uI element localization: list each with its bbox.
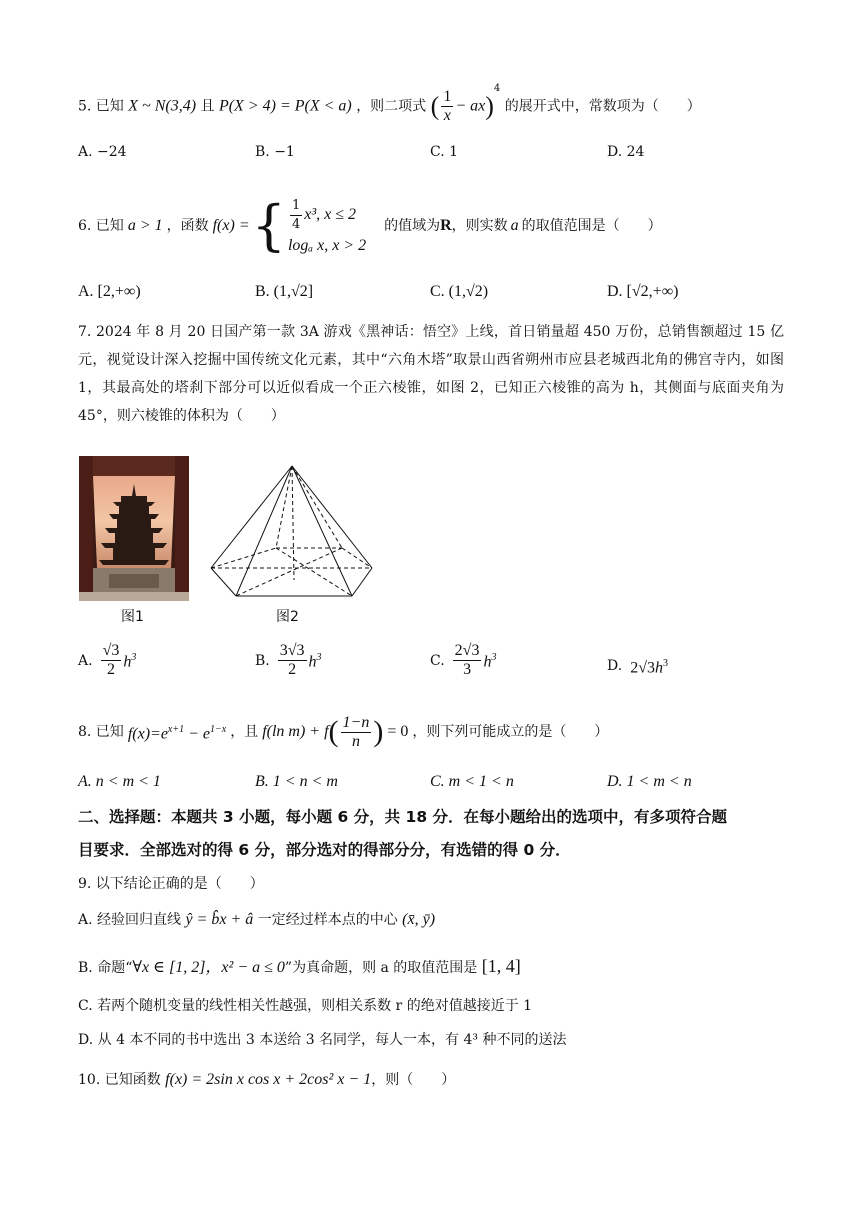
q9-a-center: (x̄, ȳ) [402,911,436,928]
q9-b-pre: B. 命题“ [78,960,133,976]
q5-option-c: C. 1 [430,144,459,160]
q7-option-a [78,642,136,679]
q5-probability: P(X > 4) = P(X < a) [218,97,352,115]
q7-stem: 7. 2024 年 8 月 20 日国产第一款 3A 游戏《黑神话：悟空》上线，首日销量超 450 万份，总销售额超过 15 亿元，视觉设计深入挖掘中国传统文化元素，其中“六角木塔”取景山西省朔州市应县老城西北角的佛宫寺内，如图 1，其最高处的塔刹下部分可以近似看成一个正六棱锥，如图 2，已知正六棱锥的高为 h，其侧面与底面夹角为 45°，则六棱锥的体积为（ ） [78,324,784,424]
q9-b-proposition: ∀x ∈ [1, 2]，x² − a ≤ 0 [132,959,285,976]
q9-option-c: C. 若两个随机变量的线性相关性越强，则相关系数 r 的绝对值越接近于 1 [78,998,533,1014]
q10-pre: 10. 已知函数 [78,1072,161,1088]
q7-option-c-h: $h^3$ [483,652,497,671]
q7-option-b-h: $h^3$ [308,652,322,671]
q5-mid: ，则二项式 [356,98,427,115]
q8-option-b: B. 1 < n < m [255,773,338,790]
q6-case-2: logₐ x, x > 2 [287,236,367,254]
figure-1-caption: 图1 [121,609,144,625]
q8-equation: f(ln m) + f [262,723,329,740]
q10-post: ，则（ ） [371,1072,456,1088]
q5-paren-close: ) [485,91,494,121]
q7-option-d [607,654,668,678]
q7-option-a-frac: $\frac{√3}{2}$ [102,642,120,678]
q6-tail2: ，则实数 [451,218,508,234]
q5-paren-open: ( [430,91,440,121]
q8-function: $f(x)=e^{x+1} - e^{1-x}$ [127,723,227,743]
q6-var-a: a [510,217,519,234]
q8-stem [78,712,608,752]
q7-option-c [430,642,496,679]
q7-option-c-frac: $\frac{2√3}{3}$ [454,642,480,678]
q6-option-d: D. [√2,+∞) [607,283,679,300]
q6-condition: a > 1 [127,217,163,234]
q5-option-b: B. −1 [255,144,295,160]
q5-number: 5. 已知 [78,98,124,115]
q7-option-a-h: $h^3$ [123,652,137,671]
section-2-heading-line1: 二、选择题：本题共 3 小题，每小题 6 分，共 18 分．在每小题给出的选项中，有多项符合题 [78,808,728,826]
q6-mid: ，函数 [166,218,209,234]
q6-stem [78,196,662,256]
figure-2-caption: 图2 [276,609,299,625]
q5-ax: − ax [455,97,486,115]
q9-stem: 9. 以下结论正确的是（ ） [78,876,264,892]
q6-cases [288,197,366,256]
q6-case-1: $\frac{1}{4}$ x³, x ≤ 2 [291,197,357,232]
q8-paren-close: ) [373,715,384,748]
q8-fraction: $\frac{1-n}{n}$ [342,713,370,750]
q7-option-d-label: D. [607,658,623,675]
q8-equals: = 0 [387,723,409,740]
q10-stem [78,1070,455,1090]
q10-function: f(x) = 2sin x cos x + 2cos² x − 1 [165,1071,372,1088]
q8-option-d: D. 1 < m < n [607,773,692,790]
q8-mid: ，且 [230,724,259,740]
q7-option-a-label: A. [78,652,93,669]
q5-and: 且 [200,98,215,115]
q8-tail: ，则下列可能成立的是（ ） [412,724,609,740]
q6-brace: { [251,194,286,257]
q6-option-a: A. [2,+∞) [78,283,141,300]
q7-option-b-label: B. [255,652,270,669]
pagoda-illustration [79,456,189,601]
q5-tail: 的展开式中，常数项为（ ） [504,98,701,115]
q7-option-b-frac: $\frac{3√3}{2}$ [279,642,305,678]
q6-tail3: 的取值范围是（ ） [521,218,662,234]
q6-option-c: C. (1,√2) [430,283,489,300]
q6-function: f(x) = [212,217,250,234]
q5-option-d: D. 24 [607,144,645,160]
q5-fraction: $\frac{1}{x}$ [443,88,452,124]
q9-option-a [78,910,435,930]
q5-distribution: X ~ N(3,4) [128,97,197,115]
q6-tail1: 的值域为 [384,218,441,234]
hexagonal-pyramid-diagram [206,464,378,602]
q9-option-d: D. 从 4 本不同的书中选出 3 本送给 3 名同学，每人一本，有 4³ 种不同的送法 [78,1032,567,1048]
q6-number: 6. 已知 [78,218,124,234]
section-2-heading-line2: 目要求．全部选对的得 6 分，部分选对的得部分分，有选错的得 0 分． [78,841,571,859]
q8-number: 8. 已知 [78,724,124,740]
q6-real-set: R [440,217,452,234]
q9-b-interval: [1, 4] [481,956,521,976]
pagoda-photo [79,456,189,601]
q8-option-c: C. m < 1 < n [430,773,514,790]
q5-exponent: 4 [493,82,501,94]
q7-option-c-label: C. [430,652,445,669]
q7-option-d-expr: $2√3h^3$ [630,658,668,677]
q9-a-equation: ŷ = b̂x + â [185,911,254,928]
q6-case-1-expr: x³, x ≤ 2 [304,206,357,223]
q8-option-a: A. n < m < 1 [78,773,161,790]
q6-option-b: B. (1,√2] [255,283,314,300]
q9-a-pre: A. 经验回归直线 [78,912,182,928]
q7-option-b [255,642,322,679]
q5-option-a: A. −24 [78,144,127,160]
q9-b-mid: ”为真命题，则 a 的取值范围是 [284,960,478,976]
q9-option-b [78,956,521,978]
q8-paren-open: ( [328,715,339,748]
q5-stem [78,82,701,125]
q9-a-post: 一定经过样本点的中心 [257,912,398,928]
